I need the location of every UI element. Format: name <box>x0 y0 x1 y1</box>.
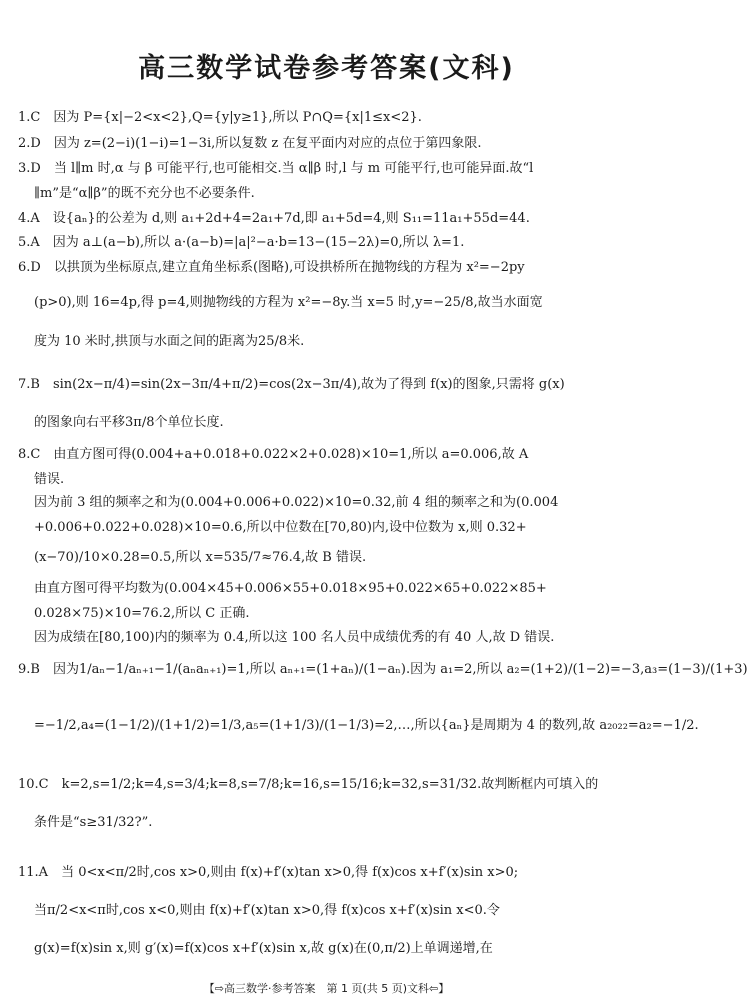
answer-7-cont: 的图象向右平移3π/8个单位长度. <box>34 415 224 430</box>
answer-7: 7.B sin(2x−π/4)=sin(2x−3π/4+π/2)=cos(2x−3π/4),故为了得到 f(x)的图象,只需将 g(x) <box>18 377 565 392</box>
answer-6: 6.D 以拱顶为坐标原点,建立直角坐标系(图略),可设拱桥所在抛物线的方程为 x²=−2py <box>18 260 525 275</box>
answer-6-cont-1: (p>0),则 16=4p,得 p=4,则抛物线的方程为 x²=−8y.当 x=5 时,y=−25/8,故当水面宽 <box>34 295 543 310</box>
answer-8-para-2-1: 因为前 3 组的频率之和为(0.004+0.006+0.022)×10=0.32,前 4 组的频率之和为(0.004 <box>34 495 559 510</box>
answer-6-cont-2: 度为 10 米时,拱顶与水面之间的距离为25/8米. <box>34 334 305 349</box>
answer-8-para-2-3: (x−70)/10×0.28=0.5,所以 x=535/7≈76.4,故 B 错误. <box>34 550 367 565</box>
answer-11-cont-1: 当π/2<x<π时,cos x<0,则由 f(x)+f′(x)tan x>0,得 f(x)cos x+f′(x)sin x<0.令 <box>34 903 500 918</box>
answer-11: 11.A 当 0<x<π/2时,cos x>0,则由 f(x)+f′(x)tan x>0,得 f(x)cos x+f′(x)sin x>0; <box>18 865 519 880</box>
page-footer: 【⇨高三数学·参考答案 第 1 页(共 5 页)文科⇦】 <box>203 982 450 995</box>
answer-8-para-3-1: 由直方图可得平均数为(0.004×45+0.006×55+0.018×95+0.022×65+0.022×85+ <box>34 581 547 596</box>
answer-4: 4.A 设{aₙ}的公差为 d,则 a₁+2d+4=2a₁+7d,即 a₁+5d=4,则 S₁₁=11a₁+55d=44. <box>18 211 530 226</box>
answer-8-para-2-2: +0.006+0.022+0.028)×10=0.6,所以中位数在[70,80)内,设中位数为 x,则 0.32+ <box>34 520 527 535</box>
page-title: 高三数学试卷参考答案(文科) <box>138 53 515 84</box>
answer-9: 9.B 因为1/aₙ−1/aₙ₊₁−1/(aₙaₙ₊₁)=1,所以 aₙ₊₁=(1+aₙ)/(1−aₙ).因为 a₁=2,所以 a₂=(1+2)/(1−2)=−3,a₃=(1−3)/(1+3) <box>18 662 748 677</box>
answer-10: 10.C k=2,s=1/2;k=4,s=3/4;k=8,s=7/8;k=16,s=15/16;k=32,s=31/32.故判断框内可填入的 <box>18 777 599 792</box>
answer-2: 2.D 因为 z=(2−i)(1−i)=1−3i,所以复数 z 在复平面内对应的点位于第四象限. <box>18 136 482 151</box>
answer-8-para-4: 因为成绩在[80,100)内的频率为 0.4,所以这 100 名人员中成绩优秀的有 40 人,故 D 错误. <box>34 630 555 645</box>
answer-8: 8.C 由直方图可得(0.004+a+0.018+0.022×2+0.028)×10=1,所以 a=0.006,故 A <box>18 447 529 462</box>
answer-1: 1.C 因为 P={x|−2<x<2},Q={y|y≥1},所以 P∩Q={x|1≤x<2}. <box>18 110 422 125</box>
answer-9-cont: =−1/2,a₄=(1−1/2)/(1+1/2)=1/3,a₅=(1+1/3)/(1−1/3)=2,…,所以{aₙ}是周期为 4 的数列,故 a₂₀₂₂=a₂=−1/2. <box>34 718 699 733</box>
answer-8-para-3-2: 0.028×75)×10=76.2,所以 C 正确. <box>34 606 250 621</box>
answer-8-cont: 错误. <box>34 472 65 487</box>
answer-5: 5.A 因为 a⊥(a−b),所以 a·(a−b)=|a|²−a·b=13−(15−2λ)=0,所以 λ=1. <box>18 235 465 250</box>
answer-11-cont-2: g(x)=f(x)sin x,则 g′(x)=f(x)cos x+f′(x)sin x,故 g(x)在(0,π/2)上单调递增,在 <box>34 941 493 956</box>
answer-3: 3.D 当 l∥m 时,α 与 β 可能平行,也可能相交.当 α∥β 时,l 与 m 可能平行,也可能异面.故“l <box>18 161 534 176</box>
answer-10-cont: 条件是“s≥31/32?”. <box>34 815 153 830</box>
answer-3-cont: ∥m”是“α∥β”的既不充分也不必要条件. <box>34 186 255 201</box>
